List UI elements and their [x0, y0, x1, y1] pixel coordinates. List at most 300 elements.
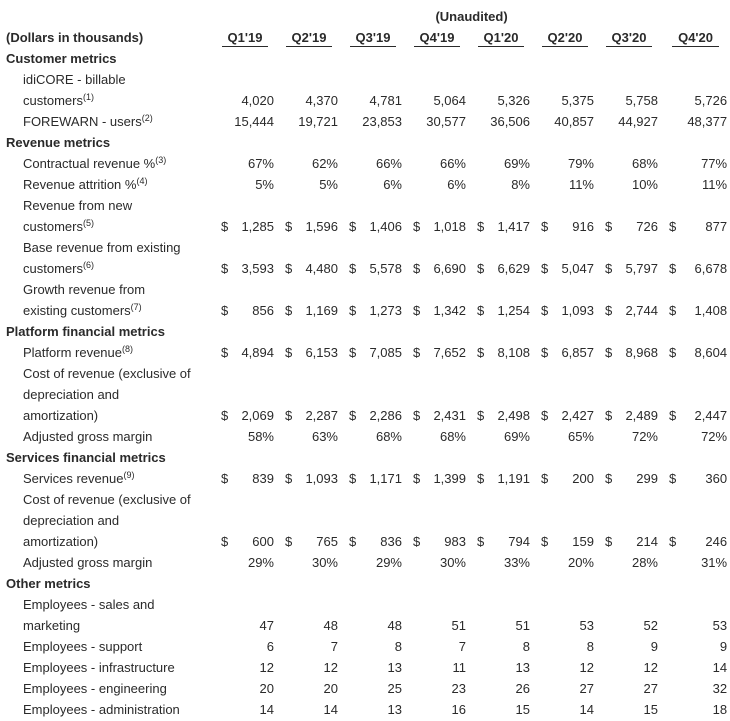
metric-label: [6, 426, 213, 447]
cell-value: 360: [705, 471, 728, 486]
metric-row: [6, 300, 730, 321]
value-cell: [341, 258, 405, 279]
value-cell: [213, 468, 277, 489]
metric-label: [6, 216, 213, 237]
currency-symbol: $: [349, 219, 357, 234]
cell-value: 1,191: [497, 471, 530, 486]
cell-value: 63%: [311, 429, 338, 444]
cell-value: 47: [259, 618, 274, 633]
section-header-row: [6, 573, 730, 594]
quarter-header: [213, 27, 277, 48]
cell-value: 72%: [701, 429, 728, 444]
quarter-header-label: Q2'19: [286, 30, 333, 47]
value-cell: [341, 300, 405, 321]
empty-cell: [469, 489, 533, 510]
value-cell: [661, 216, 730, 237]
empty-cell: [597, 363, 661, 384]
section-title: Customer metrics: [6, 51, 117, 66]
currency-symbol: $: [605, 345, 613, 360]
dollar-value: [341, 468, 405, 489]
cell-value: 51: [451, 618, 466, 633]
empty-cell: [469, 237, 533, 258]
currency-symbol: $: [349, 345, 357, 360]
cell-value: 836: [380, 534, 402, 549]
value-cell: [277, 342, 341, 363]
quarter-header-label: Q1'20: [478, 30, 525, 47]
dollar-value: [661, 216, 730, 237]
empty-cell: [597, 69, 661, 90]
empty-cell: [597, 384, 661, 405]
currency-symbol: $: [221, 303, 229, 318]
cell-value: 1,093: [305, 471, 338, 486]
currency-symbol: $: [413, 471, 421, 486]
value-cell: [277, 300, 341, 321]
empty-cell: [277, 237, 341, 258]
currency-symbol: $: [349, 471, 357, 486]
cell-value: 7,652: [433, 345, 466, 360]
cell-value: 51: [515, 618, 530, 633]
empty-cell: [405, 489, 469, 510]
value-cell: [597, 405, 661, 426]
value-cell: [277, 468, 341, 489]
cell-value: 40,857: [554, 114, 594, 129]
empty-cell: [469, 279, 533, 300]
metric-row: [6, 699, 730, 720]
currency-symbol: $: [669, 219, 677, 234]
currency-symbol: $: [221, 261, 229, 276]
cell-value: 11%: [702, 177, 728, 192]
empty-cell: [213, 237, 277, 258]
empty-cell: [597, 594, 661, 615]
metric-row: [6, 69, 730, 90]
cell-value: 1,273: [369, 303, 402, 318]
metric-label: [6, 678, 213, 699]
cell-value: 1,417: [497, 219, 530, 234]
metric-label-text: Cost of revenue (exclusive of: [23, 366, 191, 381]
cell-value: 6%: [383, 177, 402, 192]
currency-symbol: $: [413, 534, 421, 549]
cell-value: 1,408: [694, 303, 728, 318]
cell-value: 246: [705, 534, 728, 549]
metric-label-text: Growth revenue from: [23, 282, 146, 297]
dollar-value: [405, 258, 469, 279]
empty-cell: [661, 237, 730, 258]
empty-cell: [277, 489, 341, 510]
cell-value: 2,069: [241, 408, 274, 423]
footnote-ref: (4): [136, 176, 148, 186]
cell-value: 4,370: [305, 93, 338, 108]
currency-symbol: $: [349, 261, 357, 276]
cell-value: 30%: [439, 555, 466, 570]
cell-value: 16: [451, 702, 466, 717]
empty-cell: [533, 363, 597, 384]
metric-label-text: Contractual revenue %: [23, 156, 156, 171]
cell-value: 2,286: [369, 408, 402, 423]
metric-row: [6, 342, 730, 363]
dollar-value: [213, 342, 277, 363]
value-cell: [661, 342, 730, 363]
quarter-header: [469, 27, 533, 48]
metric-row: [6, 426, 730, 447]
empty-cell: [341, 279, 405, 300]
dollar-value: [661, 531, 730, 552]
empty-cell: [405, 384, 469, 405]
dollar-value: [277, 468, 341, 489]
currency-symbol: $: [413, 303, 421, 318]
empty-cell: [341, 237, 405, 258]
quarter-header-label: Q1'19: [222, 30, 269, 47]
dollar-value: [277, 531, 341, 552]
empty-cell: [277, 363, 341, 384]
dollar-value: [213, 405, 277, 426]
cell-value: 36,506: [490, 114, 530, 129]
cell-value: 79%: [567, 156, 594, 171]
cell-value: 200: [572, 471, 594, 486]
cell-value: 33%: [503, 555, 530, 570]
value-cell: [341, 405, 405, 426]
cell-value: 14: [712, 660, 728, 675]
section-title: Platform financial metrics: [6, 324, 165, 339]
metric-label: [6, 153, 213, 174]
value-cell: [661, 300, 730, 321]
metric-row: [6, 510, 730, 531]
metric-label: [6, 636, 213, 657]
cell-value: 23,853: [362, 114, 402, 129]
cell-value: 29%: [375, 555, 402, 570]
empty-cell: [533, 384, 597, 405]
dollar-value: [469, 258, 533, 279]
cell-value: 72%: [631, 429, 658, 444]
empty-cell: [405, 279, 469, 300]
cell-value: 6,678: [694, 261, 728, 276]
section-title: Services financial metrics: [6, 450, 166, 465]
metric-row: [6, 678, 730, 699]
currency-symbol: $: [349, 534, 357, 549]
value-cell: [533, 300, 597, 321]
currency-symbol: $: [605, 219, 613, 234]
empty-cell: [661, 279, 730, 300]
cell-value: 69%: [503, 429, 530, 444]
dollar-value: [469, 342, 533, 363]
dollar-value: [213, 468, 277, 489]
cell-value: 10%: [631, 177, 658, 192]
metric-label: [6, 363, 213, 384]
section-header-row: [6, 321, 730, 342]
value-cell: [469, 468, 533, 489]
value-cell: [661, 468, 730, 489]
dollar-value: [277, 405, 341, 426]
quarter-header-label: Q3'19: [350, 30, 397, 47]
quarter-header: [533, 27, 597, 48]
value-cell: [277, 258, 341, 279]
cell-value: 916: [572, 219, 594, 234]
currency-symbol: $: [285, 408, 293, 423]
dollar-value: [533, 342, 597, 363]
currency-symbol: $: [669, 408, 677, 423]
dollar-value: [213, 258, 277, 279]
dollar-value: [661, 405, 730, 426]
empty-cell: [661, 489, 730, 510]
empty-cell: [533, 279, 597, 300]
dollar-value: [341, 531, 405, 552]
cell-value: 7,085: [369, 345, 402, 360]
empty-cell: [597, 489, 661, 510]
value-cell: [341, 342, 405, 363]
cell-value: 65%: [567, 429, 594, 444]
value-cell: [469, 216, 533, 237]
cell-value: 30%: [311, 555, 338, 570]
cell-value: 726: [636, 219, 658, 234]
dollar-value: [405, 216, 469, 237]
currency-symbol: $: [669, 471, 677, 486]
metric-label: [6, 594, 213, 615]
cell-value: 9: [650, 639, 658, 654]
cell-value: 25: [387, 681, 402, 696]
dollar-value: [597, 468, 661, 489]
cell-value: 62%: [311, 156, 338, 171]
empty-cell: [341, 594, 405, 615]
cell-value: 13: [387, 660, 402, 675]
value-cell: [469, 342, 533, 363]
metric-row: [6, 552, 730, 573]
value-cell: [277, 405, 341, 426]
metric-label: [6, 174, 213, 195]
empty-cell: [597, 510, 661, 531]
metric-label-text: Revenue from new: [23, 198, 133, 213]
cell-value: 15,444: [234, 114, 274, 129]
metric-label: [6, 237, 213, 258]
value-cell: [213, 300, 277, 321]
metric-label-text: customers: [23, 261, 83, 276]
currency-symbol: $: [541, 345, 549, 360]
currency-symbol: $: [413, 261, 421, 276]
currency-symbol: $: [221, 408, 229, 423]
empty-cell: [469, 510, 533, 531]
quarter-header-label: Q4'19: [414, 30, 461, 47]
cell-value: 1,171: [369, 471, 402, 486]
cell-value: 23: [451, 681, 466, 696]
metric-row: [6, 174, 730, 195]
metric-row: [6, 216, 730, 237]
footnote-ref: (2): [141, 113, 153, 123]
empty-cell: [405, 363, 469, 384]
dollar-value: [405, 468, 469, 489]
currency-symbol: $: [285, 261, 293, 276]
metric-label: [6, 510, 213, 531]
dollar-value: [341, 258, 405, 279]
dollar-value: [277, 300, 341, 321]
currency-symbol: $: [605, 534, 613, 549]
cell-value: 14: [259, 702, 274, 717]
dollar-value: [597, 258, 661, 279]
cell-value: 15: [515, 702, 530, 717]
currency-symbol: $: [349, 303, 357, 318]
metric-label: [6, 90, 213, 111]
cell-value: 44,927: [618, 114, 658, 129]
cell-value: 4,781: [369, 93, 402, 108]
cell-value: 5,758: [625, 93, 658, 108]
metric-label: [6, 342, 213, 363]
cell-value: 69%: [503, 156, 530, 171]
currency-symbol: $: [285, 219, 293, 234]
cell-value: 11: [452, 660, 466, 675]
currency-symbol: $: [285, 345, 293, 360]
metric-row: [6, 468, 730, 489]
cell-value: 31%: [701, 555, 728, 570]
cell-value: 856: [252, 303, 274, 318]
cell-value: 794: [508, 534, 530, 549]
dollar-value: [405, 342, 469, 363]
metric-label-text: Base revenue from existing: [23, 240, 181, 255]
empty-cell: [533, 489, 597, 510]
value-cell: [213, 531, 277, 552]
cell-value: 8,604: [694, 345, 728, 360]
empty-cell: [533, 237, 597, 258]
empty-cell: [213, 510, 277, 531]
cell-value: 4,480: [305, 261, 338, 276]
cell-value: 2,431: [433, 408, 466, 423]
cell-value: 68%: [439, 429, 466, 444]
cell-value: 877: [705, 219, 728, 234]
quarter-header-label: Q4'20: [672, 30, 719, 47]
empty-cell: [341, 363, 405, 384]
value-cell: [533, 258, 597, 279]
dollar-value: [661, 300, 730, 321]
empty-cell: [533, 195, 597, 216]
cell-value: 27: [579, 681, 594, 696]
unaudited-label: (Unaudited): [435, 9, 508, 24]
section-header-row: [6, 132, 730, 153]
value-cell: [533, 216, 597, 237]
empty-cell: [469, 384, 533, 405]
value-cell: [213, 258, 277, 279]
footnote-ref: (3): [155, 155, 167, 165]
value-cell: [405, 531, 469, 552]
empty-cell: [341, 195, 405, 216]
dollar-value: [341, 342, 405, 363]
value-cell: [341, 216, 405, 237]
cell-value: 4,894: [241, 345, 274, 360]
empty-cell: [213, 363, 277, 384]
cell-value: 2,489: [625, 408, 658, 423]
metric-row: [6, 636, 730, 657]
dollar-value: [405, 405, 469, 426]
quarter-header-label: Q3'20: [606, 30, 653, 47]
value-cell: [597, 258, 661, 279]
cell-value: 6,857: [561, 345, 594, 360]
value-cell: [405, 342, 469, 363]
cell-value: 20%: [567, 555, 594, 570]
footnote-ref: (8): [122, 344, 133, 354]
metric-row: [6, 258, 730, 279]
currency-symbol: $: [413, 219, 421, 234]
value-cell: [597, 300, 661, 321]
empty-cell: [597, 195, 661, 216]
cell-value: 68%: [375, 429, 402, 444]
currency-symbol: $: [477, 261, 485, 276]
metric-row: [6, 363, 730, 384]
dollar-value: [213, 531, 277, 552]
dollar-value: [469, 300, 533, 321]
empty-cell: [597, 279, 661, 300]
footnote-ref: (7): [130, 302, 142, 312]
cell-value: 8: [586, 639, 594, 654]
cell-value: 3,593: [241, 261, 274, 276]
metric-label: [6, 552, 213, 573]
currency-symbol: $: [477, 534, 485, 549]
cell-value: 32: [712, 681, 728, 696]
cell-value: 5,047: [561, 261, 594, 276]
metric-label-text: Adjusted gross margin: [23, 429, 153, 444]
metric-label-text: Cost of revenue (exclusive of: [23, 492, 191, 507]
dollar-value: [597, 216, 661, 237]
cell-value: 2,744: [625, 303, 658, 318]
metric-label: [6, 300, 213, 321]
empty-cell: [661, 69, 730, 90]
metric-row: [6, 237, 730, 258]
empty-cell: [213, 195, 277, 216]
dollar-value: [597, 342, 661, 363]
value-cell: [341, 468, 405, 489]
dollar-value: [597, 531, 661, 552]
cell-value: 1,093: [561, 303, 594, 318]
dollar-value: [277, 342, 341, 363]
dollar-value: [533, 300, 597, 321]
dollar-value: [341, 405, 405, 426]
cell-value: 12: [643, 660, 658, 675]
metric-row: [6, 657, 730, 678]
value-cell: [469, 300, 533, 321]
empty-cell: [405, 510, 469, 531]
dollar-value: [277, 216, 341, 237]
empty-cell: [213, 384, 277, 405]
currency-symbol: $: [605, 408, 613, 423]
cell-value: 28%: [631, 555, 658, 570]
currency-symbol: $: [669, 303, 677, 318]
metric-row: [6, 594, 730, 615]
value-cell: [597, 216, 661, 237]
value-cell: [533, 468, 597, 489]
dollar-value: [597, 300, 661, 321]
cell-value: 13: [515, 660, 530, 675]
cell-value: 5,578: [369, 261, 402, 276]
metric-label: [6, 405, 213, 426]
cell-value: 13: [387, 702, 402, 717]
dollar-value: [469, 405, 533, 426]
value-cell: [661, 258, 730, 279]
metric-row: [6, 531, 730, 552]
quarter-header: [597, 27, 661, 48]
cell-value: 14: [323, 702, 338, 717]
value-cell: [405, 300, 469, 321]
cell-value: 67%: [247, 156, 274, 171]
cell-value: 1,406: [369, 219, 402, 234]
cell-value: 1,342: [433, 303, 466, 318]
cell-value: 5,326: [497, 93, 530, 108]
empty-cell: [341, 510, 405, 531]
value-cell: [213, 342, 277, 363]
metric-label-text: customers: [23, 93, 83, 108]
empty-cell: [277, 594, 341, 615]
cell-value: 52: [643, 618, 658, 633]
cell-value: 7: [330, 639, 338, 654]
currency-symbol: $: [605, 261, 613, 276]
metric-label: [6, 258, 213, 279]
currency-symbol: $: [221, 219, 229, 234]
metric-label-text: Platform revenue: [23, 345, 122, 360]
metric-label-text: Employees - engineering: [23, 681, 167, 696]
empty-cell: [341, 489, 405, 510]
